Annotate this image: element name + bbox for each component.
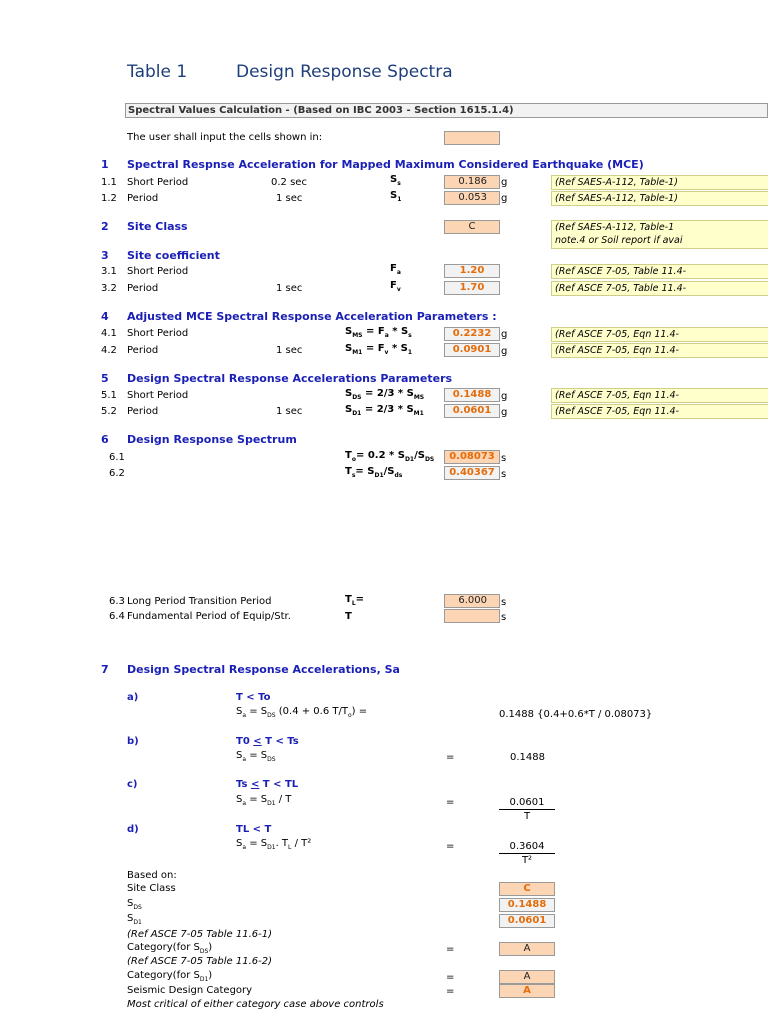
row-5-2-label: Period [127,406,159,417]
ts-formula: $T_s= S_{D1}/S_{ds}$ [345,466,403,479]
fv-value: 1.70 [444,281,500,295]
row-4-2-period: 1 sec [276,345,303,356]
sds-formula: $S_{DS} = 2/3 * S_{MS}$ [345,388,425,401]
sm1-formula: $S_{M1} = F_v * S_1$ [345,343,413,356]
case-b-equals: = [446,752,455,763]
t-symbol: T [345,611,352,622]
case-b-formula: $S_a = S_{DS}$ [236,750,276,763]
ss-reference: (Ref SAES-A-112, Table-1) [551,175,768,190]
row-6-3-label: Long Period Transition Period [127,596,272,607]
case-c-tag: c) [127,779,138,790]
case-d-condition: TL < T [236,824,272,835]
t0-formula: $T_o= 0.2 * S_{D1}/S_{DS}$ [345,450,435,463]
sm1-unit: g [501,346,508,357]
s1-reference: (Ref SAES-A-112, Table-1) [551,191,768,206]
row-1-2-label: Period [127,193,159,204]
row-1-2-period: 1 sec [276,193,303,204]
row-3-2-label: Period [127,283,159,294]
case-c-numerator: 0.0601 [499,797,555,810]
row-6-2-number: 6.2 [109,468,125,479]
case-d-tag: d) [127,824,139,835]
tl-unit: s [501,597,507,608]
based-sd1-value: 0.0601 [499,914,555,928]
row-3-1-number: 3.1 [101,266,117,277]
page-title: Design Response Spectra [236,62,453,82]
row-5-2-number: 5.2 [101,406,117,417]
case-a-expression: 0.1488 {0.4+0.6*T / 0.08073} [499,709,653,720]
section-7-number: 7 [101,663,109,676]
sm1-reference: (Ref ASCE 7-05, Eqn 11.4- [551,343,768,358]
row-4-2-label: Period [127,345,159,356]
row-1-1-label: Short Period [127,177,189,188]
case-d-denominator: T² [521,855,533,866]
row-3-2-number: 3.2 [101,283,117,294]
user-input-note: The user shall input the cells shown in: [127,132,323,143]
fv-symbol: $F_v$ [390,280,401,293]
section-1-number: 1 [101,158,109,171]
case-d-formula: $S_a = S_{D1}$. $T_L / T^2$ [236,838,312,851]
sm1-value: 0.0901 [444,343,500,357]
site-class-reference [551,220,768,249]
section-3-title: Site coefficient [127,249,220,262]
based-sds-label: $S_{DS}$ [127,898,142,911]
section-5-title: Design Spectral Response Accelerations Parameters [127,372,453,385]
fa-reference: (Ref ASCE 7-05, Table 11.4- [551,264,768,279]
ss-symbol: $S_s$ [390,174,401,187]
fa-symbol: $F_a$ [390,263,401,276]
row-4-1-label: Short Period [127,328,189,339]
section-4-title: Adjusted MCE Spectral Response Acceleration Parameters : [127,310,497,323]
section-5-number: 5 [101,372,109,385]
tl-symbol: $T_L=$ [345,594,365,607]
category-sds-equals: = [446,944,455,955]
category-sd1-equals: = [446,972,455,983]
row-5-1-label: Short Period [127,390,189,401]
calculation-banner: Spectral Values Calculation - (Based on IBC 2003 - Section 1615.1.4) [125,103,768,118]
row-1-2-number: 1.2 [101,193,117,204]
case-b-tag: b) [127,736,139,747]
section-3-number: 3 [101,249,109,262]
t0-value: 0.08073 [444,450,500,464]
row-6-4-number: 6.4 [109,611,125,622]
case-a-formula: $S_a = S_{DS}$ (0.4 + 0.6 $T/T_o$) = [236,706,368,719]
case-c-equals: = [446,797,455,808]
row-1-1-number: 1.1 [101,177,117,188]
sdc-value: A [499,984,555,998]
row-4-2-number: 4.2 [101,345,117,356]
s1-unit: g [501,193,508,204]
row-6-4-label: Fundamental Period of Equip/Str. [127,611,291,622]
based-ref-1: (Ref ASCE 7-05 Table 11.6-1) [127,929,273,940]
sd1-reference: (Ref ASCE 7-05, Eqn 11.4- [551,404,768,419]
section-6-title: Design Response Spectrum [127,433,297,446]
section-2-title: Site Class [127,220,188,233]
sms-unit: g [501,329,508,340]
controls-note: Most critical of either category case above controls [127,999,384,1010]
based-on-title: Based on: [127,870,177,881]
based-sd1-label: $S_{D1}$ [127,913,142,926]
sd1-unit: g [501,407,508,418]
site-class-reference-line-2: note.4 or Soil report if avai [555,235,683,246]
t0-unit: s [501,453,507,464]
sms-value: 0.2232 [444,327,500,341]
input-legend-swatch [444,131,500,145]
case-c-formula: $S_a = S_{D1} / T$ [236,794,292,807]
sd1-formula: $S_{D1} = 2/3 * S_{M1}$ [345,404,424,417]
sds-value: 0.1488 [444,388,500,402]
case-d-fraction [499,841,555,866]
case-a-tag: a) [127,692,139,703]
row-5-1-number: 5.1 [101,390,117,401]
row-3-2-period: 1 sec [276,283,303,294]
section-6-number: 6 [101,433,109,446]
sd1-value: 0.0601 [444,404,500,418]
case-c-denominator: T [523,811,531,822]
fa-value: 1.20 [444,264,500,278]
case-d-numerator: 0.3604 [499,841,555,854]
case-c-condition: Ts < T < TL [236,779,299,790]
site-class-reference-line-1: (Ref SAES-A-112, Table-1 [555,222,675,233]
case-b-value: 0.1488 [510,752,545,763]
ss-unit: g [501,177,508,188]
sds-reference: (Ref ASCE 7-05, Eqn 11.4- [551,388,768,403]
t-unit: s [501,612,507,623]
section-2-number: 2 [101,220,109,233]
based-sds-value: 0.1488 [499,898,555,912]
s1-input[interactable]: 0.053 [444,191,500,205]
sms-reference: (Ref ASCE 7-05, Eqn 11.4- [551,327,768,342]
t-input[interactable] [444,609,500,623]
section-7-title: Design Spectral Response Accelerations, Sa [127,663,400,676]
sms-formula: $S_{MS} = F_a * S_s$ [345,326,412,339]
category-sds-label: Category(for $S_{DS}$) [127,942,213,955]
tl-input[interactable]: 6.000 [444,594,500,608]
row-1-1-period: 0.2 sec [271,177,307,188]
s1-symbol: $S_1$ [390,190,402,203]
case-a-condition: T < To [236,692,271,703]
category-sds-value[interactable]: A [499,942,555,956]
row-6-3-number: 6.3 [109,596,125,607]
row-5-2-period: 1 sec [276,406,303,417]
based-site-class-value: C [499,882,555,896]
row-3-1-label: Short Period [127,266,189,277]
case-c-fraction [499,797,555,822]
category-sd1-label: Category(for $S_{D1}$) [127,970,213,983]
case-b-condition: T0 < T < Ts [236,736,299,747]
category-sd1-value[interactable]: A [499,970,555,984]
based-site-class-label: Site Class [127,883,176,894]
based-ref-2: (Ref ASCE 7-05 Table 11.6-2) [127,956,273,967]
fv-reference: (Ref ASCE 7-05, Table 11.4- [551,281,768,296]
sdc-equals: = [446,986,455,997]
ss-input[interactable]: 0.186 [444,175,500,189]
sds-unit: g [501,391,508,402]
table-number: Table 1 [127,62,188,82]
ts-value: 0.40367 [444,466,500,480]
row-4-1-number: 4.1 [101,328,117,339]
site-class-input[interactable]: C [444,220,500,234]
ts-unit: s [501,469,507,480]
sdc-label: Seismic Design Category [127,985,253,996]
case-d-equals: = [446,841,455,852]
section-1-title: Spectral Respnse Acceleration for Mapped Maximum Considered Earthquake (MCE) [127,158,644,171]
section-4-number: 4 [101,310,109,323]
row-6-1-number: 6.1 [109,452,125,463]
